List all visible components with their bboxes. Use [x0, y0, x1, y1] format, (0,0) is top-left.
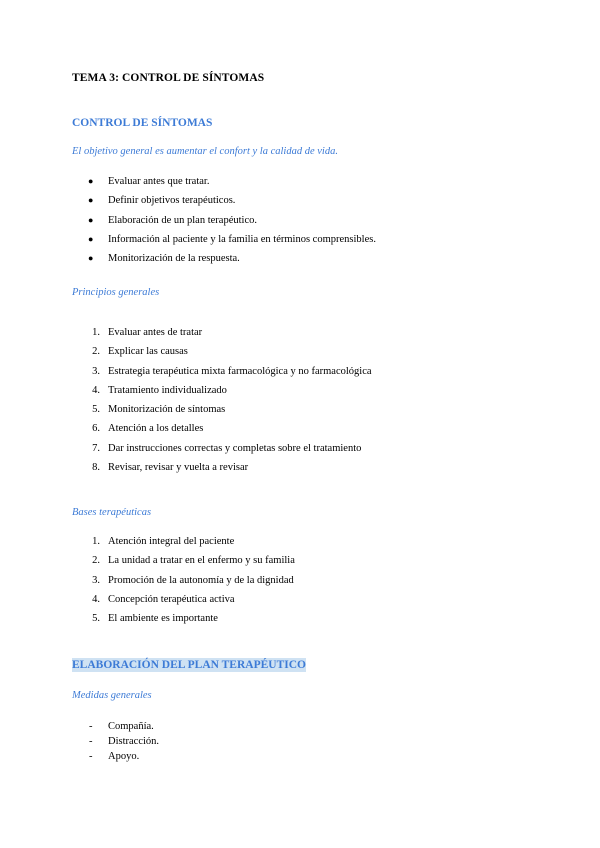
section-intro: El objetivo general es aumentar el confort y la calidad de vida.: [72, 146, 338, 157]
dash-marker: -: [89, 751, 93, 762]
section-heading-control-sintomas: CONTROL DE SÍNTOMAS: [72, 117, 213, 129]
principles-heading: Principios generales: [72, 287, 160, 298]
measures-heading: Medidas generales: [72, 690, 152, 701]
document-title: TEMA 3: CONTROL DE SÍNTOMAS: [72, 72, 265, 84]
dash-marker: -: [89, 721, 93, 732]
document-page: TEMA 3: CONTROL DE SÍNTOMAS CONTROL DE SÍNTOMAS El objetivo general es aumentar el confort y la calidad de vida. ● Evaluar antes que tratar. ● Definir objetivos terapéuticos. ● Elaboración de un plan terapéutico. ● Información al paciente y la familia en términos comprensibles. ● Monitorización de la respuesta. Principios generales 1. Evaluar antes de tratar 2. Explicar las causas 3. Estrategia terapéutica mixta farmacológica y no farmacológica 4. Tratamiento individualizado 5. Monitorización de síntomas 6. Atención a los detalles 7. Dar instrucciones correctas y completas sobre el tratamiento 8. Revisar, revisar y vuelta a revisar Bases terapéuticas 1. Atención integral del paciente 2. La unidad a tratar en el enfermo y su familia 3. Promoción de la autonomía y de la dignidad 4. Concepción terapéutica activa 5. El ambiente es importante ELABORACIÓN DEL PLAN TERAPÉUTICO Medidas generales - Compañía. - Distracción. - Apoyo.: [72, 72, 376, 762]
section-heading-plan-terapeutico: ELABORACIÓN DEL PLAN TERAPÉUTICO: [72, 659, 306, 671]
bullet-marker: ●: [88, 253, 94, 264]
bullet-marker: ●: [88, 176, 94, 186]
bullet-marker: ●: [88, 214, 94, 225]
dash-marker: -: [89, 736, 93, 747]
bullet-marker: ●: [88, 233, 94, 244]
bases-heading: Bases terapéuticas: [72, 507, 152, 518]
bullet-marker: ●: [88, 195, 94, 206]
